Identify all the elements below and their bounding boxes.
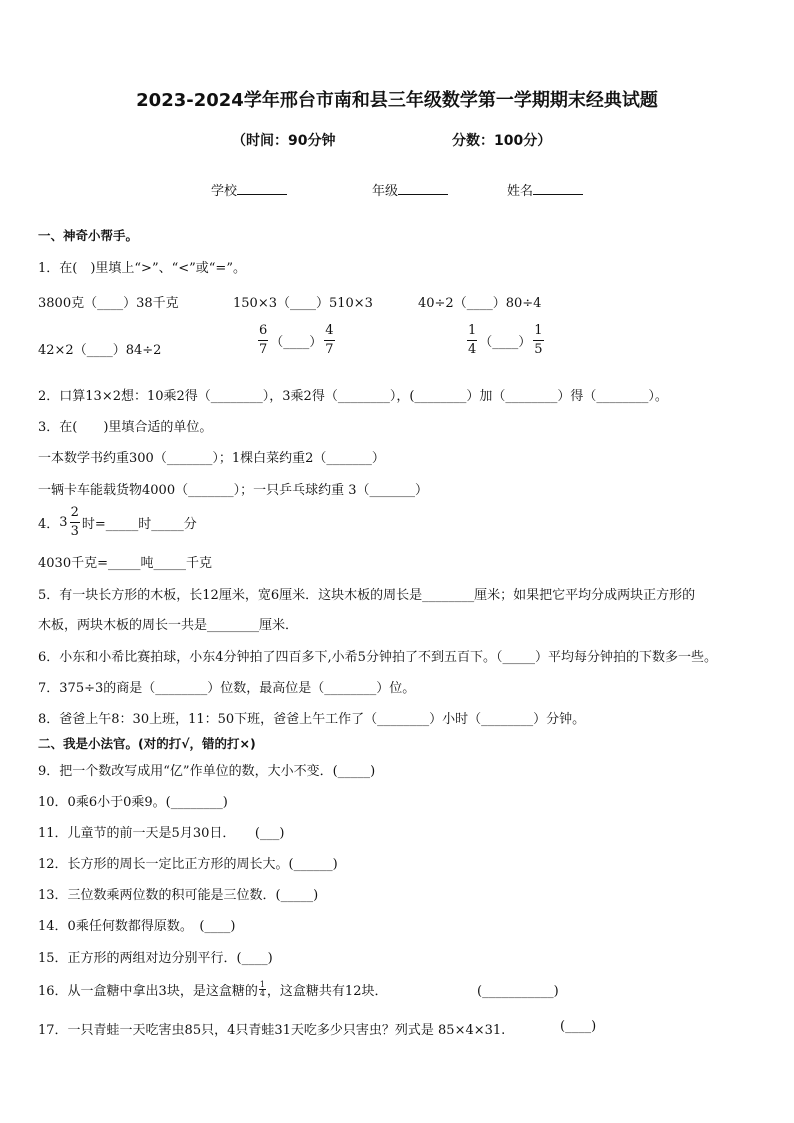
question-2: 2．口算13×2想：10乘2得（________），3乘2得（________），(________）加（________）得（________）。	[38, 389, 668, 404]
fraction: $\frac{1}{4}$	[259, 980, 265, 998]
fraction: $\frac{1}{4}$	[468, 323, 477, 357]
question-1e: $\frac{6}{7}$ （____） $\frac{4}{7}$	[259, 323, 334, 357]
question-17-blank: (____)	[560, 1019, 597, 1034]
question-1c: 40÷2（____）80÷4	[418, 296, 542, 311]
question-1f: $\frac{1}{4}$ （____） $\frac{1}{5}$	[468, 323, 543, 357]
grade-label: 年级	[372, 184, 399, 199]
question-16: 16．从一盒糖中拿出3块，是这盒糖的 $\frac{1}{4}$ ，这盒糖共有12块．	[38, 980, 388, 999]
school-label: 学校	[211, 184, 238, 199]
question-1-stem: 1．在( )里填上“>”、“<”或“=”。	[38, 261, 246, 276]
name-field[interactable]	[507, 180, 583, 199]
question-10: 10．0乘6小于0乘9。(________)	[38, 795, 228, 810]
mixed-fraction: $\frac{2}{3}$	[70, 505, 79, 539]
name-label: 姓名	[507, 184, 534, 199]
question-13: 13．三位数乘两位数的积可能是三位数．(_____)	[38, 888, 319, 903]
section-1-heading: 一、神奇小帮手。	[38, 228, 139, 243]
question-3-line2: 一辆卡车能载货物4000（_______）；一只乒乓球约重 3（_______）	[38, 483, 428, 498]
question-5-line2: 木板，两块木板的周长一共是________厘米．	[38, 618, 299, 633]
question-1a: 3800克（____）38千克	[38, 296, 179, 311]
question-11: 11．儿童节的前一天是5月30日． (___)	[38, 826, 285, 841]
question-15: 15．正方形的两组对边分别平行．(____)	[38, 951, 273, 966]
question-12: 12．长方形的周长一定比正方形的周长大。(______)	[38, 857, 338, 872]
exam-score: 分数：100分）	[452, 133, 552, 149]
question-4-line1: 4．3 $\frac{2}{3}$ 时=_____时_____分	[38, 505, 197, 539]
question-17: 17．一只青蛙一天吃害虫85只，4只青蛙31天吃多少只害虫？列式是 85×4×31.	[38, 1023, 506, 1038]
section-2-heading: 二、我是小法官。(对的打√，错的打×)	[38, 736, 256, 751]
question-7: 7．375÷3的商是（________）位数，最高位是（________）位。	[38, 681, 416, 696]
question-9: 9．把一个数改写成用“亿”作单位的数，大小不变．(_____)	[38, 764, 376, 779]
page-title: 2023-2024学年邢台市南和县三年级数学第一学期期末经典试题	[136, 90, 658, 111]
question-6: 6．小东和小希比赛拍球，小东4分钟拍了四百多下,小希5分钟拍了不到五百下。（_____）平均每分钟拍的下数多一些。	[38, 650, 717, 665]
question-5-line1: 5．有一块长方形的木板，长12厘米，宽6厘米．这块木板的周长是________厘米；如果把它平均分成两块正方形的	[38, 588, 696, 603]
fraction: $\frac{6}{7}$	[259, 323, 268, 357]
fraction: $\frac{4}{7}$	[325, 323, 334, 357]
question-8: 8．爸爸上午8：30上班，11：50下班，爸爸上午工作了（________）小时（________）分钟。	[38, 712, 586, 727]
school-field[interactable]	[211, 180, 287, 199]
question-14: 14．0乘任何数都得原数。 (____)	[38, 919, 236, 934]
grade-field[interactable]	[372, 180, 448, 199]
question-1b: 150×3（____）510×3	[233, 296, 373, 311]
question-3-line1: 一本数学书约重300（_______）；1棵白菜约重2（_______）	[38, 451, 385, 466]
question-1d: 42×2（____）84÷2	[38, 343, 162, 358]
exam-time: （时间：90分钟	[232, 133, 336, 149]
question-3-stem: 3．在( )里填合适的单位。	[38, 420, 213, 435]
question-4-line2: 4030千克=_____吨_____千克	[38, 556, 212, 571]
fraction: $\frac{1}{5}$	[534, 323, 543, 357]
question-16-blank: (___________)	[477, 984, 559, 999]
